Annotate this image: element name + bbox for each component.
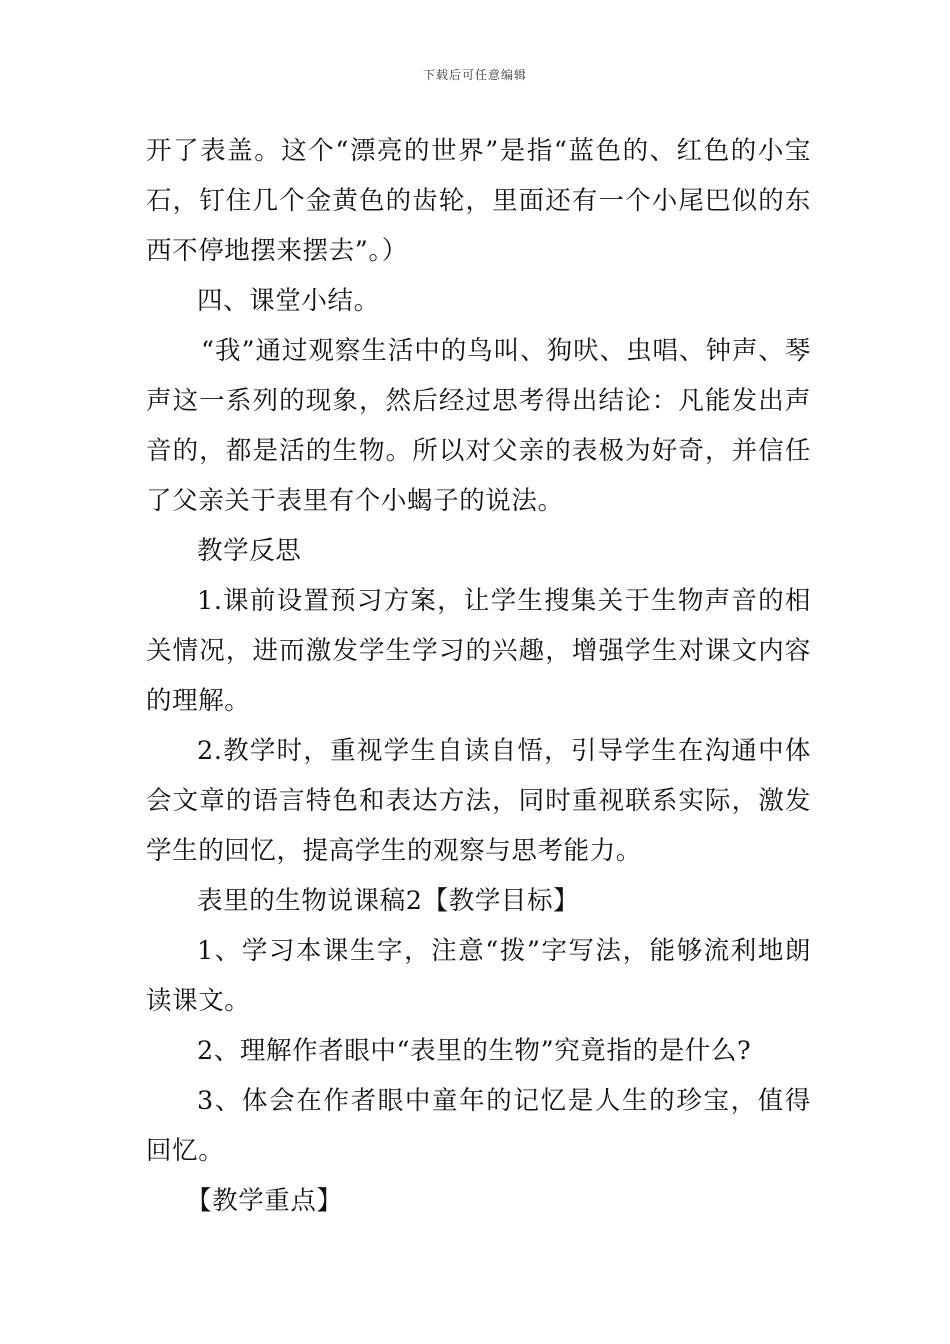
paragraph-10: 3、体会在作者眼中童年的记忆是人生的珍宝，值得回忆。 <box>146 1086 811 1166</box>
paragraph-4: 教学反思 <box>197 536 302 566</box>
paragraph-7: 表里的生物说课稿2【教学目标】 <box>197 886 580 916</box>
paragraph-3: “我”通过观察生活中的鸟叫、狗吠、虫唱、钟声、琴声这一系列的现象，然后经过思考得出结论：凡能发出声音的，都是活的生物。所以对父亲的表极为好奇，并信任了父亲关于表里有个小蝎子的说法。 <box>146 336 811 516</box>
page-header: 下载后可任意编辑 <box>422 68 527 82</box>
paragraph-1: 开了表盖。这个“漂亮的世界”是指“蓝色的、红色的小宝石，钉住几个金黄色的齿轮，里面还有一个小尾巴似的东西不停地摆来摆去”。） <box>146 136 811 266</box>
paragraph-6: 2.教学时，重视学生自读自悟，引导学生在沟通中体会文章的语言特色和表达方法，同时重视联系实际，激发学生的回忆，提高学生的观察与思考能力。 <box>146 736 811 866</box>
paragraph-9: 2、理解作者眼中“表里的生物”究竟指的是什么? <box>197 1036 752 1066</box>
paragraph-8: 1、学习本课生字，注意“拨”字写法，能够流利地朗读课文。 <box>146 936 811 1016</box>
paragraph-5: 1.课前设置预习方案，让学生搜集关于生物声音的相关情况，进而激发学生学习的兴趣，增强学生对课文内容的理解。 <box>146 586 811 716</box>
document-body <box>146 126 811 1226</box>
paragraph-11: 【教学重点】 <box>186 1186 343 1216</box>
paragraph-2: 四、课堂小结。 <box>197 286 380 316</box>
